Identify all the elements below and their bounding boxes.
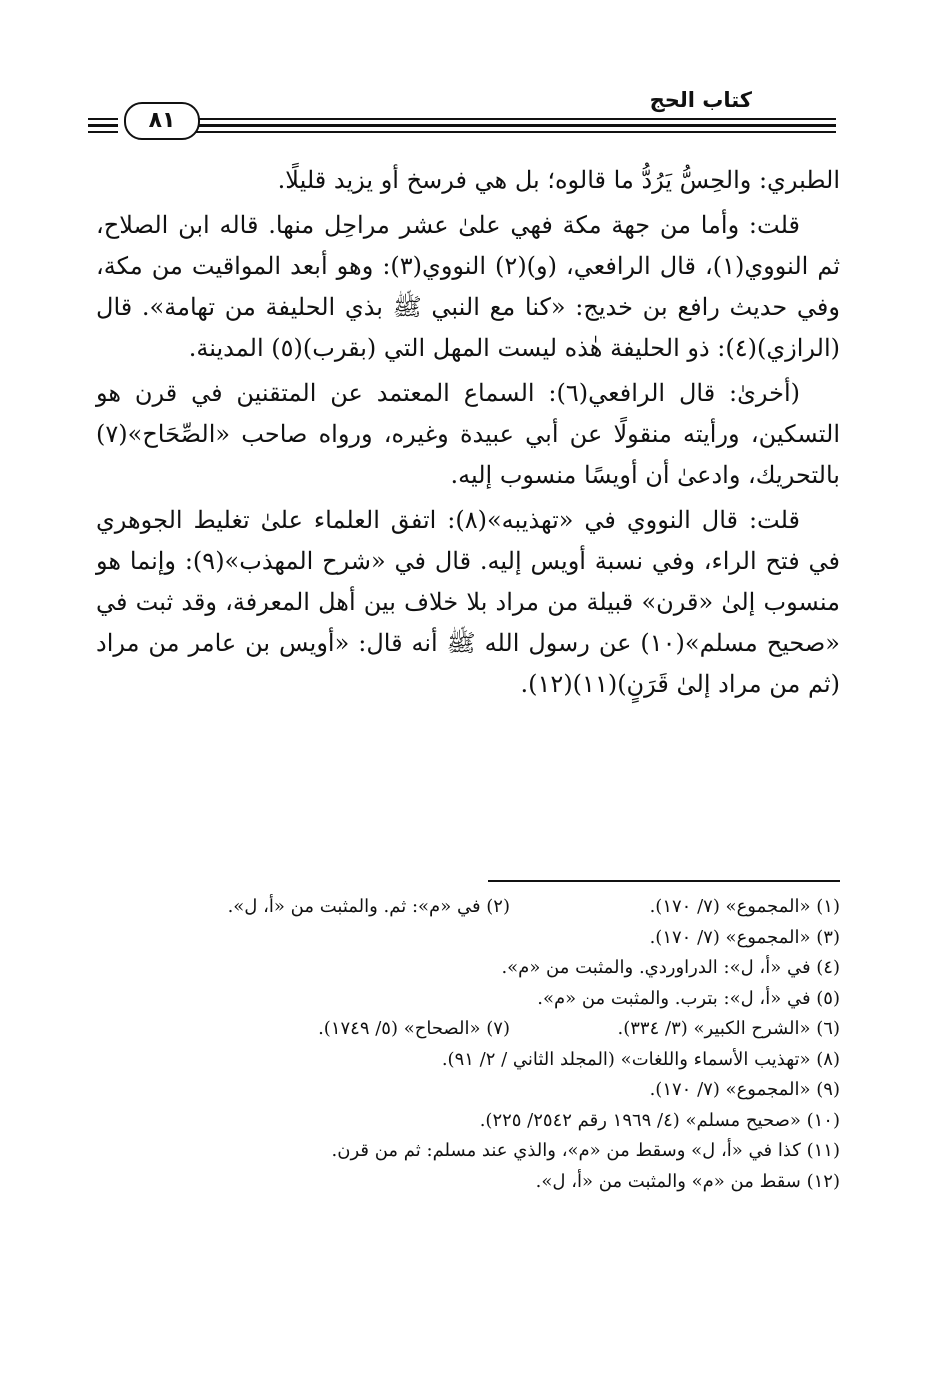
footnote: (٦) «الشرح الكبير» (٣/ ٣٣٤). (617, 1018, 840, 1039)
footnote: (٤) في «أ، ل»: الدراوردي. والمثبت من «م». (501, 957, 840, 978)
main-text (96, 160, 840, 709)
page-header (88, 88, 836, 138)
header-rule (196, 124, 836, 127)
header-rule (88, 131, 118, 133)
footnote: (١٠) «صحيح مسلم» (٤/ ١٩٦٩ رقم ٢٥٤٢/ ٢٢٥). (479, 1109, 840, 1131)
header-rule (88, 118, 118, 120)
footnote: (١١) كذا في «أ، ل» وسقط من «م»، والذي عند مسلم: ثم من قرن. (331, 1140, 840, 1161)
header-rule (88, 124, 118, 127)
header-rule (196, 131, 836, 133)
footnote: (١٢) سقط من «م» والمثبت من «أ، ل». (535, 1170, 840, 1192)
footnote: (٣) «المجموع» (٧/ ١٧٠). (649, 926, 840, 948)
footnote: (٩) «المجموع» (٧/ ١٧٠). (649, 1079, 840, 1100)
paragraph: (أخرىٰ: قال الرافعي(٦): السماع المعتمد عن المتقنين في قرن هو التسكين، ورأيته منقولًا عن أبي عبيدة وغيره، ورواه صاحب «الصِّحَاح»(٧) بالتحريك، وادعىٰ أن أويسًا منسوب إليه. (96, 379, 840, 489)
footnote: (١) «المجموع» (٧/ ١٧٠). (649, 896, 840, 917)
header-rule (196, 118, 836, 120)
paragraph: قلت: وأما من جهة مكة فهي علىٰ عشر مراحِل منها. قاله ابن الصلاح، ثم النووي(١)، قال الرافعي، (و)(٢) النووي(٣): وهو أبعد المواقيت من مكة، وفي حديث رافع بن خديج: «كنا مع النبي ﷺ بذي الحليفة من تهامة». قال (الرازي)(٤): ذو الحليفة هٰذه ليست المهل التي (بقرب)(٥) المدينة. (96, 211, 841, 362)
footnote: (٧) «الصحاح» (٥/ ١٧٤٩). (318, 1018, 510, 1039)
paragraph: قلت: قال النووي في «تهذيبه»(٨): اتفق العلماء علىٰ تغليط الجوهري في فتح الراء، وفي نسبة أويس إليه. قال في «شرح المهذب»(٩): وإنما هو منسوب إلىٰ «قرن» قبيلة من مراد بلا خلاف بين أهل المعرفة، وقد ثبت في «صحيح مسلم»(١٠) عن رسول الله ﷺ أنه قال: «أويس بن عامر من مراد (ثم من مراد إلىٰ قَرَنٍ)(١١)(١٢). (96, 506, 841, 698)
footnote: (٥) في «أ، ل»: بترب. والمثبت من «م». (537, 987, 840, 1009)
footnote-separator (488, 880, 840, 882)
footnote-row (96, 892, 840, 923)
paragraph: الطبري: والحِسُّ يَرُدُّ ما قالوه؛ بل هي فرسخ أو يزيد قليلًا. (277, 166, 840, 194)
footnotes (96, 892, 840, 1197)
page-number: ٨١ (124, 102, 200, 140)
footnote: (٨) «تهذيب الأسماء واللغات» (المجلد الثاني / ٢/ ٩١). (441, 1048, 840, 1070)
running-title: كتاب الحج (649, 88, 752, 112)
footnote: (٢) في «م»: ثم. والمثبت من «أ، ل». (227, 896, 510, 917)
footnote-row (96, 1014, 840, 1045)
